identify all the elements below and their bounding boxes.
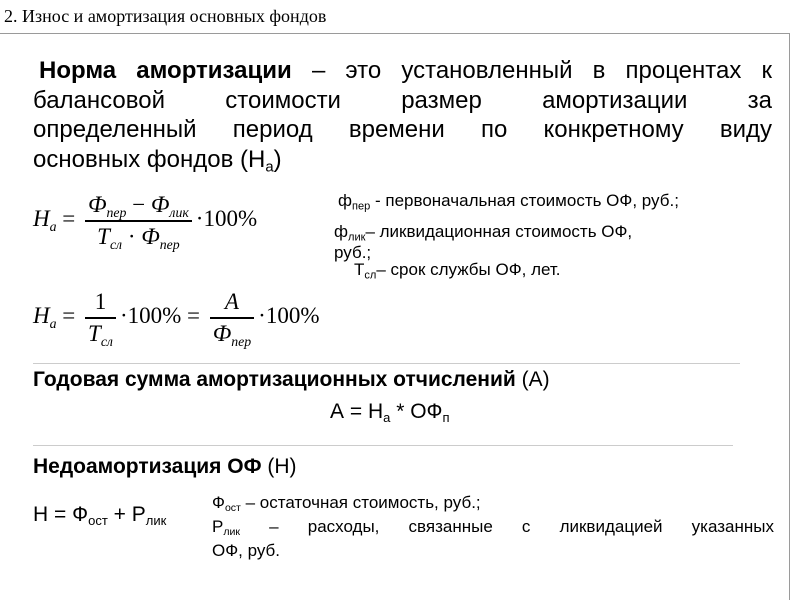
annual-formula [330, 400, 450, 424]
annual-heading-bold: Годовая сумма амортизационных отчислений [33, 368, 516, 391]
slide-title: 2. Износ и амортизация основных фондов [4, 6, 327, 26]
under-heading-rest: (Н) [261, 455, 297, 478]
annual-heading [33, 368, 550, 392]
legend-service-life [354, 260, 561, 280]
formula1-lhs-sub: а [49, 218, 57, 234]
under-formula-b: + Р [107, 503, 146, 526]
legend-sl-sub: сл [364, 269, 377, 282]
legend-salvage-value-cont: руб.; [334, 243, 372, 262]
formula2-den2 [210, 319, 254, 347]
formula-depreciation-rate-1 [33, 192, 257, 250]
under-legend-expenses [212, 515, 774, 539]
legend-lik-text: – ликвидационная стоимость ОФ, [365, 222, 633, 241]
frame-right-border [789, 33, 790, 600]
formula2-den1 [85, 319, 116, 347]
formula2-mid: ·100% = [119, 303, 206, 329]
annual-heading-rest: (А) [515, 368, 550, 391]
under-formula-sub2: лик [145, 512, 167, 528]
formula2-eq: = [56, 303, 82, 329]
formula-depreciation-rate-2 [33, 289, 320, 347]
definition-line-4-text: основных фондов (Н [33, 145, 266, 173]
under-ost-symbol: Ф [212, 493, 225, 512]
under-legend [212, 491, 774, 563]
definition-line-1-rest: – это установленный в процентах к [291, 57, 773, 84]
formula1-fraction [85, 192, 192, 250]
formula2-num2: А [224, 289, 239, 314]
definition-term: Норма амортизации [39, 57, 292, 84]
formula1-num-a-sub: пер [106, 204, 127, 220]
formula1-tail: ·100% [195, 206, 258, 232]
formula2-lhs: Н [33, 303, 50, 329]
formula2-den1-sub: сл [100, 333, 113, 349]
under-formula-a: Н = Ф [33, 503, 89, 526]
under-heading-bold: Недоамортизация ОФ [33, 455, 262, 478]
legend-sl-text: – срок службы ОФ, лет. [376, 260, 561, 279]
legend-perv-sub: пер [352, 200, 371, 213]
divider-2 [33, 445, 733, 446]
under-formula [33, 503, 166, 527]
legend-perv-symbol: ф [338, 191, 352, 210]
formula1-den-dot: · [122, 223, 142, 249]
definition-line-1 [33, 56, 772, 86]
legend-sl-symbol: Т [354, 260, 365, 279]
formula2-fraction-1 [85, 289, 116, 347]
under-heading [33, 455, 297, 479]
formula1-lhs: Н [33, 206, 50, 232]
under-rlik-text: – расходы, связанные с ликвидацией указанных [239, 517, 774, 536]
formula1-num-b-sub: лик [169, 204, 189, 220]
formula2-den1-sym: Т [88, 320, 101, 346]
legend-perv-text: - первоначальная стоимость ОФ, руб.; [370, 191, 679, 210]
annual-formula-b: * ОФ [390, 400, 443, 423]
under-legend-expenses-cont: ОФ, руб. [212, 541, 281, 560]
definition-line-4-sub: а [265, 158, 274, 175]
formula1-num-a: Ф [88, 192, 107, 217]
annual-formula-sub: а [383, 409, 391, 425]
definition-line-2: балансовой стоимости размер амортизации за [33, 86, 772, 114]
formula2-lhs-sub: а [49, 315, 57, 331]
legend-salvage-value [334, 222, 632, 242]
under-rlik-sub: лик [223, 526, 240, 539]
formula1-den-a-sub: сл [109, 236, 123, 252]
annual-formula-sub2: п [442, 409, 450, 425]
under-formula-sub1: ост [88, 512, 108, 528]
formula1-denominator [94, 222, 183, 250]
formula1-den-a: Т [97, 223, 110, 249]
under-ost-sub: ост [224, 502, 241, 515]
under-rlik-symbol: Р [212, 517, 224, 536]
legend-lik-symbol: ф [334, 222, 348, 241]
divider-1 [33, 363, 740, 364]
formula1-num-minus: − [126, 192, 151, 217]
frame-top-border [0, 33, 790, 34]
formula2-num1: 1 [94, 289, 107, 314]
formula1-numerator [85, 192, 192, 220]
under-legend-residual [212, 491, 774, 515]
definition-line-4-end: ) [273, 145, 282, 173]
formula1-num-b: Ф [150, 192, 170, 217]
definition-line-4 [33, 145, 772, 175]
formula1-eq: = [56, 206, 82, 232]
formula2-fraction-2 [210, 289, 254, 347]
formula1-den-b-sub: пер [159, 236, 180, 252]
formula2-den2-sym: Ф [212, 320, 232, 346]
definition-paragraph [33, 56, 772, 174]
annual-formula-a: А = Н [330, 400, 384, 423]
legend-initial-cost [338, 191, 679, 211]
formula1-den-b: Ф [141, 223, 160, 249]
under-ost-text: – остаточная стоимость, руб.; [240, 493, 481, 512]
legend-lik-sub: лик [348, 231, 366, 244]
definition-line-3: определенный период времени по конкретному виду [33, 116, 772, 143]
formula2-tail: ·100% [258, 303, 320, 329]
formula2-den2-sub: пер [231, 333, 252, 349]
